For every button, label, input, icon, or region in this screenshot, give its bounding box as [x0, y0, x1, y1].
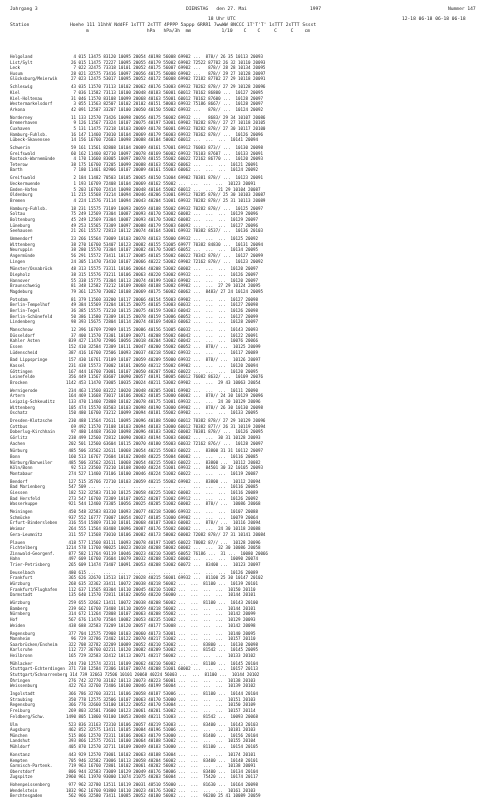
station-name: Hamburg-Fuhlsb.	[10, 131, 48, 137]
station-name: Bamberg	[10, 605, 28, 611]
station-observations: 365 626 32670 13513 10117 20028 40215 56001 69932 ... 81100 25 30 10147 20102	[66, 575, 263, 581]
station-observations: 4 015 13475 83120 10095 20054 40198 56008 69902 ... 878// 26 35 10113 20093	[66, 54, 263, 59]
station-name: Emden-Hafen	[10, 186, 38, 192]
station-observations: 7 036 11582 73113 10100 20048 40183 56001 60012 70162 86800 ... 10127 20095	[66, 89, 263, 95]
station-name: Hof	[10, 617, 18, 623]
station-observations: 81 379 11560 33200 10117 20066 40154 55003 69902 ... ... ... 10127 20098	[66, 296, 258, 302]
station-row	[10, 410, 494, 416]
code-column-header: Hoehe 111 11hhV NddFF 1sTTT 2sTTT 4PPPP 5appp 6RRR1 7wwWW 8NCCC 1T'T'T' 1sTTT 2sTTT Sssst	[70, 23, 317, 28]
station-name: Hamburg-Fuhlsb.	[10, 205, 48, 211]
station-observations: 234 463 11560 83222 10020 20048 40205 53001 69902 ... ... ... 10111 20090	[66, 387, 258, 393]
station-name: Kiel	[10, 89, 20, 95]
station-row	[10, 441, 494, 447]
station-observations: 167 444 16760 73001 10107 20050 40207 55002 60022 ... ... ... 10120 20095	[66, 368, 258, 374]
station-name: Weissenburg	[10, 683, 38, 689]
station-observations: 164 469 11668 73017 10106 20062 40185 53000 60002 ... 878// 24 30 10129 20096	[66, 393, 263, 399]
station-name: Freiburg	[10, 708, 30, 714]
station-observations: 16 147 11460 73010 10104 20069 40179 56003 69932 70362 878// ... 10126 20096	[66, 131, 263, 137]
station-name: Aachen	[10, 440, 25, 446]
station-observations: 50 386 11580 73309 10115 20078 40159 53006 60052 ... ... ... 10127 20099	[66, 313, 258, 319]
station-observations: 244 730 12574 32311 10109 20062 40210 56002 ... ... 81100 ... 10145 20104	[66, 660, 258, 666]
station-observations: 806 944 32583 73009 10129 20049 40176 58006 ... ... 83400 ... 10134 20104	[66, 768, 258, 774]
station-observations: 273 547 16760 72309 10107 20052 40207 51002 69912 ... ... ... 10126 20092	[66, 495, 258, 501]
station-observations: 55 338 15775 73304 10113 20074 40199 51003 69902 ... ... ... 10120 20097	[66, 277, 258, 283]
station-observations: 7 180 11461 82906 10107 20089 40161 55003 60062 ... ... ... 10124 20092	[66, 167, 258, 173]
station-name: Deuselbach	[10, 569, 35, 575]
station-observations: 49 384 15569 73204 10115 20075 40165 53003 60032 ... ... ... 10127 20098	[66, 302, 258, 308]
station-name: Wendelstein	[10, 787, 38, 793]
station-column-header: Station	[10, 23, 30, 28]
station-name: Arkona	[10, 106, 25, 112]
station-name: Stuttgart-Echterdingen	[10, 666, 65, 672]
station-observations: 405 870 12570 32711 10109 20049 40183 53000 ... ... 81100 ... 10154 20105	[66, 744, 258, 749]
station-name: Lübeck-Skavensee	[10, 137, 50, 143]
station-observations: 31 046 11570 83108 10099 20068 40163 55001 60012 70162 87600 ... 10128 20097	[66, 95, 263, 101]
station-row	[10, 683, 494, 689]
station-observations: 350 778 12575 32506 10107 20063 40170 53000 ... ... ... ... 10151 20103	[66, 696, 256, 702]
station-observations: 12 396 16769 72909 10115 20086 40156 51005 60032 ... ... ... 10143 20093	[66, 327, 258, 333]
station-name: Lüneburg	[10, 222, 30, 228]
station-name: Oldenburg	[10, 192, 33, 198]
station-observations: 450 548 32583 83310 10093 20077 40218 53006 69932 ... ... ... 10107 20088	[66, 509, 258, 515]
station-name: Göttingen	[10, 368, 33, 374]
station-row	[10, 137, 494, 143]
station-observations: 182 532 32583 73110 10125 20058 40225 51002 60002 ... ... ... 10116 20089	[66, 490, 258, 496]
station-name: Berlin-Tegel	[10, 307, 40, 313]
station-name: Schmücke	[10, 514, 30, 520]
station-name: Würzburg	[10, 581, 30, 587]
station-name: Düsseldorf	[10, 332, 35, 338]
station-observations: 485 506 33562 32611 10068 20054 40215 55003 60022 ... 83800 31 31 10112 20097	[66, 448, 263, 454]
station-observations: 160 513 16767 72604 10102 20048 40225 55004 60002 ... ... ... 10116 20085	[66, 454, 258, 460]
station-name: Leipzig-Schkeuditz	[10, 399, 55, 404]
station-name: Weiden	[10, 622, 25, 628]
station-observations: 438 688 32583 73209 10120 20057 40177 53008 ... ... ... ... 10142 20098	[66, 622, 256, 628]
station-observations: 877 582 11764 93119 10046 20023 40210 53005 60052 76186 ... 31 ... 10080 20066	[66, 550, 268, 556]
station-name: Greifswald	[10, 150, 35, 156]
station-name: Neuruppin	[10, 247, 33, 253]
station-name: Trier-Petrisberg	[10, 561, 50, 567]
station-name: Weimar	[10, 525, 25, 531]
station-observations: 314 739 32663 72506 10101 20068 40224 56003 ... ... 81100 ... 10144 20102	[67, 672, 260, 678]
station-observations: 485 506 33562 32611 10068 20054 40215 55003 60022 ... 83800 ... 10112 20082	[66, 459, 261, 465]
station-observations: 4 170 11660 83005 10097 20078 40155 55002 60022 72162 86770 ... 10120 20093	[66, 156, 263, 162]
station-observations: 28 021 32575 73416 10097 20056 40175 56008 69902 ... 878// 29 27 10128 20097	[66, 70, 266, 76]
station-observations: 11 215 15568 73214 10094 20046 40206 51001 69912 70285 878// 25 30 10103 20087	[66, 192, 266, 198]
station-name: Wasserkuppe	[10, 501, 38, 507]
station-name: Bad Hersfeld	[10, 495, 40, 501]
station-name: Augsburg	[10, 727, 30, 733]
station-name: Plauen	[10, 539, 25, 545]
station-name: List/Sylt	[10, 59, 33, 65]
station-observations: 230 488 11564 72611 10095 20096 40188 55000 60012 70382 878// 27 29 10129 20096	[66, 418, 266, 424]
station-name: München	[10, 732, 28, 738]
station-observations: 150 480 16760 73212 10099 20094 40181 55002 69902 ... ... ... 10133 20095	[66, 410, 258, 416]
station-name: Seehausen	[10, 228, 33, 234]
station-name: Heilbronn	[10, 652, 33, 658]
station-observations: 98 393 15675 72804 10114 20074 40169 54003 60062 ... ... ... 10128 20097	[66, 319, 258, 325]
station-observations: 316 554 15869 73110 10101 20068 40187 53003 60002 ... 878// ... 10116 20094	[66, 520, 261, 526]
station-observations: 7 022 32475 73318 10101 20052 40175 56007 69902 ... 878// 28 28 10134 20095	[66, 65, 266, 71]
station-observations: 69 492 11570 73108 10103 20094 40183 53000 60012 70382 877// 26 31 10119 20094	[66, 423, 266, 429]
station-name: Meiningen	[10, 509, 33, 515]
station-observations: 422 763 32760 72406 10100 20046 40199 56004 ... ... ... ... 10139 20102	[66, 683, 256, 689]
station-observations: 921 544 12460 73305 10056 20025 40205 51002 60002 ... 878// ... 10086 20068	[66, 501, 261, 507]
station-name: Cuxhaven	[10, 125, 30, 131]
station-name: Garmisch-Partenk.	[10, 763, 53, 769]
station-name: Ueckermuende	[10, 180, 40, 186]
station-observations: 5 131 11475 73218 10103 20069 40178 56001 69932 70282 878// 27 30 10117 20100	[66, 125, 266, 131]
station-row	[10, 228, 494, 234]
station-name: Feldberg/Schw.	[10, 713, 45, 719]
observation-time: 18 Uhr UTC	[208, 17, 236, 22]
station-name: Berchtesgaden	[10, 793, 43, 799]
station-row	[10, 259, 494, 265]
station-observations: 497 609 16760 73604 10079 20032 40208 53002 60002 ... ... ... 10090 20074	[66, 556, 258, 562]
year-label: 1997	[310, 7, 322, 12]
station-name: Bad Lippspringe	[10, 357, 48, 363]
station-observations: 5 203 16760 72414 10098 20048 40164 55002 60012 ... ... 21 29 10104 20087	[66, 186, 261, 192]
station-name: Braunschweig	[10, 283, 40, 289]
unit-row: m hPa hPa/3h mm 1/10 C C C C cm	[86, 29, 311, 34]
station-name: Artern	[10, 393, 25, 399]
station-observations: 366 786 32760 33211 10106 20058 40187 53006 ... ... 81100 ... 10144 20104	[66, 691, 258, 697]
station-name: Rostock-Warnemünde	[10, 156, 55, 162]
station-observations: 45 249 12569 73304 10087 20093 40170 53002 60082 ... ... ... 10129 20097	[66, 216, 258, 222]
station-name: Greifswald	[10, 175, 35, 181]
issue-number: Nummer 147	[448, 7, 476, 12]
station-observations: 37 400 11570 73301 10109 20071 40208 55002 60042 ... ... ... 10122 20091	[66, 332, 258, 338]
station-observations: 14 156 16760 72603 10098 20088 40184 50002 60012 ... ... ... 10141 20094	[66, 137, 258, 143]
station-name: Hohenpeissenberg	[10, 782, 50, 788]
station-observations: 314 672 11264 72808 10107 20063 40208 55002 ... ... ... ... 10142 20099	[66, 611, 256, 617]
station-row	[10, 774, 494, 780]
station-observations: 356 449 11567 83607 10090 20057 40191 58005 60012 76082 8632/ ... 10109 20076	[66, 374, 263, 380]
station-row	[10, 592, 494, 598]
station-observations: 1490 805 11860 93100 10053 20048 40211 51003 ... ... 81542 ... 10093 20068	[66, 713, 258, 719]
station-observations: 42 091 12587 33207 10100 20050 40150 55002 69932 ... 878// ... 10124 20092	[66, 106, 263, 112]
station-row	[10, 107, 494, 113]
station-name: Mühldorf	[10, 744, 30, 749]
station-observations: 152 410 32584 72309 10111 20047 40200 55002 60052 ... 878// ... 10125 20099	[66, 343, 261, 349]
station-row	[10, 198, 494, 204]
station-observations: 418 577 11560 83111 10093 20078 40197 51005 60022 78082 87// ... 10128 20096	[66, 539, 261, 545]
station-name: Bendorf	[10, 478, 28, 484]
station-observations: 75 249 12569 73304 10087 20093 40170 53002 60082 ... ... ... 10129 20096	[66, 211, 258, 217]
station-name: Giessen	[10, 490, 28, 496]
station-row	[10, 350, 494, 356]
station-name: Boltenburg	[10, 216, 35, 222]
station-name: Wittenberg	[10, 241, 35, 247]
station-name: Teterow	[10, 161, 28, 167]
station-name: Soltau	[10, 211, 25, 217]
station-name: Brocken	[10, 379, 28, 385]
station-observations: 97 480 14468 73610 10098 20096 40183 53002 60002 70381 878// ... 10126 20095	[66, 429, 263, 435]
station-observations: 18 231 15575 73109 10093 20059 40188 55002 69932 70282 878// ... 10125 20097	[66, 205, 263, 211]
station-observations: 79 361 12570 73002 10108 20069 40175 56002 60062 ... 8483/ 27 24 10124 20095	[66, 288, 263, 294]
station-observations: 135 640 11570 72811 10102 20050 40220 56000 ... ... ... ... 10144 20101	[66, 592, 256, 598]
station-observations: 36 385 15575 73210 10115 20075 40159 53003 60042 ... ... ... 10126 20098	[66, 307, 258, 313]
station-name: Glücksburg/Meierwik	[10, 76, 58, 82]
period-header: 12-18 06-18 06-18 06-18	[402, 17, 466, 22]
station-observations: 443 929 12570 73001 10102 20063 40188 53004 ... ... ... ... 10174 20101	[66, 751, 256, 757]
station-observations: 265 609 11474 73407 10091 20053 40208 53002 60072 ... 83400 ... 10123 20097	[66, 561, 261, 567]
station-row	[10, 532, 494, 538]
station-observations: 562 966 32580 73411 10085 20052 40180 56002 ... ... 96200 25 41 10089 20059	[66, 793, 261, 799]
station-name: Mannheim	[10, 636, 30, 642]
station-row	[10, 319, 494, 325]
station-name: Saarbrücken/Ensheim	[10, 641, 58, 647]
station-observations: 127 515 35766 72710 10103 20059 40215 55002 69902 ... 83800 ... 10112 20094	[66, 478, 261, 484]
station-name: Berlin-Schönefeld	[10, 313, 53, 319]
station-row	[10, 501, 494, 507]
station-name: Kempten	[10, 757, 28, 763]
station-observations: 23 266 15564 73009 10103 20078 40163 55000 69932 ... ... ... 10125 20092	[66, 236, 258, 242]
station-observations: 165 729 32583 32412 10113 20071 40217 56002 ... ... ... ... 10133 20102	[66, 652, 256, 658]
station-observations: 1832 962 16760 91800 10110 20023 40176 53002 ... ... ... ... 10161 20103	[66, 787, 256, 793]
station-name: Leck	[10, 65, 20, 71]
station-name: Konstanz	[10, 751, 30, 757]
station-observations: 96 729 32786 72402 10122 20070 40217 51002 ... ... ... ... 10157 20110	[66, 636, 256, 642]
station-observations: 274 527 11460 73106 10100 20046 40224 51002 60022 ... ... ... 10119 20087	[66, 470, 258, 476]
station-observations: 2960 961 11970 93000 11074 21075 40203 56004 ... ... 75420 ... 10174 20117	[66, 774, 258, 780]
station-observations: 2 184 11482 70503 10105 20065 40150 51004 69902 70381 878// ... 10123 20091	[66, 175, 263, 181]
station-name: Karlsruhe	[10, 647, 33, 653]
station-observations: 56 291 15572 73411 10117 20085 40165 55002 60022 70342 878// ... 10127 20099	[66, 252, 263, 258]
station-name: Ummendorf	[10, 236, 33, 242]
station-name: Kassel	[10, 363, 25, 369]
station-name: Zugspitze	[10, 774, 33, 780]
station-name: Erfurt-Bindersleben	[10, 520, 58, 526]
station-observations: 547 509 ... ... ... ... ... ... ... ... ... ... 10116 20085	[66, 484, 258, 490]
station-observations: 231 438 15573 73002 10101 20050 40212 55002 69902 ... ... ... 10120 20094	[66, 363, 258, 369]
station-observations: 24 305 11470 73410 10107 20066 40222 53002 69902 72162 878// ... 10123 20092	[66, 258, 263, 264]
station-name: Nürnberg	[10, 611, 30, 617]
station-row	[10, 471, 494, 477]
station-row	[10, 380, 494, 386]
station-observations: 9 126 11567 73324 10107 20075 40197 53001 69902 70282 878// 27 27 10118 20105	[66, 120, 266, 126]
station-observations: 112 637 11565 83304 10110 20045 40210 51002 ... ... ... ... 10150 20110	[66, 586, 256, 592]
station-observations: 43 035 11570 73113 10102 20062 40176 53003 69932 70262 878// 27 29 10128 20096	[66, 84, 266, 90]
station-name: Westermarkelsdorf	[10, 101, 53, 107]
station-observations: 133 470 11460 72808 10102 20078 40175 51001 69932 ... ... 24 30 10129 20096	[66, 399, 261, 404]
station-observations: 48 313 15575 73311 10106 20064 40208 53002 60002 ... ... ... 10120 20097	[66, 266, 258, 272]
station-name: Hahn	[10, 556, 20, 562]
station-observations: 105 474 15570 83503 10103 20098 40190 53000 69902 ... 878// 26 30 10130 20098	[66, 404, 263, 410]
station-observations: 38 315 15576 73211 10106 20063 40220 53002 69932 ... ... ... 10126 20097	[66, 272, 258, 278]
station-observations: 269 803 32581 73600 10123 20061 40201 53002 ... ... ... ... 10157 20114	[66, 708, 256, 714]
station-observations: 157 430 16761 73109 10107 20059 40209 55000 69932 ... 878// ... 10126 20097	[66, 357, 261, 363]
station-name: Bremerhaven	[10, 120, 38, 126]
station-name: Cottbus	[10, 423, 28, 429]
station-observations: 238 499 12560 72812 10090 20083 40194 53003 60002 ... ... 30 31 10128 20093	[66, 434, 261, 440]
station-name: Münster/Osnabrück	[10, 266, 53, 272]
station-observations: 567 676 11470 73504 10082 20053 40235 51002 ... ... ... ... 10129 20093	[66, 617, 256, 623]
station-observations: 239 662 16760 73408 10110 20059 40218 56002 ... ... ... ... 10144 20101	[66, 605, 256, 611]
station-observations: 705 946 32582 73006 10113 20058 40204 56002 ... ... 83400 ... 10148 20101	[66, 757, 258, 763]
station-name: Husum	[10, 70, 23, 76]
station-observations: 462 852 32575 13411 10105 20084 40196 51006 ... ... ... ... 10181 20103	[66, 727, 256, 733]
station-name: Lüdenscheid	[10, 349, 38, 355]
station-name: Oberstdorf	[10, 768, 35, 774]
station-name: Lindenberg	[10, 319, 35, 325]
station-row	[10, 653, 494, 659]
station-name: Straubing	[10, 696, 33, 702]
station-name: Hannover	[10, 277, 30, 283]
station-name: Regensburg	[10, 630, 35, 636]
station-name: Wernigerode	[10, 387, 38, 393]
station-observations: 515 866 12570 72311 10106 20063 40179 53000 ... ... 81400 ... 10156 20104	[66, 732, 258, 738]
station-observations: 202 501 12560 63604 10115 20070 40180 55003 60032 72162 876// ... 10128 20097	[66, 440, 263, 446]
station-row	[10, 76, 494, 82]
station-observations: 49 253 15565 73309 10097 20088 40179 55003 60092 ... ... ... 10127 20096	[66, 222, 258, 228]
station-name: Zinnwald-Georgenf.	[10, 550, 55, 556]
station-observations: 27 023 12475 53017 10095 20052 40172 56008 69902 72182 87702 27 29 10118 20091	[66, 76, 266, 82]
station-observations: 387 416 16760 72506 10093 20037 40218 55002 69932 ... ... ... 10117 20089	[66, 349, 258, 355]
station-name: Helgoland	[10, 54, 33, 59]
station-observations: 366 776 32660 53100 10122 20052 40170 53004 ... ... ... ... 10150 20109	[66, 702, 256, 708]
station-name: Köln/Bonn	[10, 465, 33, 471]
station-observations: 38 280 15570 73304 10107 20082 40170 53005 60052 ... ... ... 10134 20095	[66, 247, 258, 253]
station-observations: 21 261 15572 72813 10112 20074 40164 53001 69932 70382 8537/ ... 10136 20103	[66, 228, 263, 234]
station-row	[10, 793, 494, 799]
station-name: Norderney	[10, 114, 33, 120]
station-observations: 4 224 11576 73114 10094 20043 40204 51001 69932 70282 878// 25 31 10113 20089	[66, 197, 266, 203]
station-name: Barth	[10, 167, 23, 173]
station-name: Bad Marienberg	[10, 484, 45, 490]
station-name: Oschatz	[10, 410, 28, 416]
station-name: Potsdam	[10, 296, 28, 302]
station-observations: 839 427 11470 72906 10056 20018 40204 53002 60042 ... ... ... 10076 20066	[66, 338, 258, 344]
station-observations: 1142 453 11470 73005 10035 20024 40211 53002 69902 ... ... 29 43 10063 20054	[66, 379, 261, 385]
station-name: Ulm	[10, 721, 18, 727]
station-observations: 371 738 12584 72306 10107 20074 40208 51001 60002 ... ... ... 10157 20113	[66, 666, 258, 672]
station-observations: 112 727 36760 02211 10120 20082 40209 53002 ... ... 81542 ... 10145 20095	[66, 647, 258, 653]
station-observations: 38 175 16760 73205 10099 20088 40163 55002 60062 ... ... ... 10121 20091	[66, 161, 258, 167]
station-name: Frankfurt/Flughafen	[10, 586, 58, 592]
station-observations: 311 557 11568 73010 10106 20082 40173 58002 60002 72082 878// 27 31 10141 20084	[66, 531, 266, 537]
station-observations: 38 270 16760 53407 10123 20082 40155 51005 69977 70382 84830 ... 10131 20094	[66, 241, 263, 247]
date-label: DIENSTAG den 27. Mai	[186, 7, 247, 12]
volume-label: Jahrgang 3	[10, 7, 38, 12]
station-observations: 377 704 12575 72908 10103 20060 40173 53001 ... ... ... ... 10140 20095	[66, 630, 256, 636]
station-name: Ingolstadt	[10, 691, 35, 697]
document-header	[10, 7, 494, 41]
station-observations: 276 742 32770 33102 10113 20073 40223 56001 ... ... ... ... 10138 20103	[66, 677, 256, 683]
station-observations: 1 193 16769 72408 10104 20069 40162 55002 ... ... ... ... 10123 20091	[66, 180, 256, 186]
station-observations: 60 162 11460 82710 10097 20078 40169 56002 69932 76103 87607 ... 10133 20091	[66, 150, 263, 156]
station-name: Fichtelberg	[10, 545, 38, 551]
station-name: Kiel-Holtenau	[10, 95, 43, 101]
station-observations: 259 655 32662 13411 10072 20038 40208 56002 ... ... 81100 ... 10143 20100	[66, 600, 258, 606]
station-name: Würzburg	[10, 600, 30, 606]
station-observations: 81 348 12582 73212 10109 20068 40188 53002 69902 ... ... 27 29 10124 20095	[66, 283, 261, 289]
station-observations: 268 635 32362 33411 10072 20038 40218 56002 ... ... 81100 ... 10139 20101	[66, 581, 258, 587]
station-name: Stuttgart/Schnarrenberg	[10, 672, 68, 678]
station-name: Frankfurt	[10, 575, 33, 581]
station-name: Lingen	[10, 258, 25, 264]
station-name: Magdeburg	[10, 288, 33, 294]
station-observations: 264 555 11564 83408 10096 20087 40176 55002 60002 ... ... 24 30 10118 20088	[66, 525, 261, 531]
station-name: Diepholz	[10, 272, 30, 278]
station-name: Wittenberg	[10, 404, 35, 410]
station-row	[10, 714, 494, 720]
station-name: Nürburg/Barweiler	[10, 459, 53, 465]
station-name: Bonn	[10, 454, 20, 460]
station-observations: 11 133 12570 73426 10098 20056 40175 56002 69932 ... 8683/ 29 34 10107 20086	[66, 114, 266, 120]
station-observations: 523 836 31163 72310 10106 20057 40219 53003 ... ... 83400 ... 10143 20103	[66, 721, 258, 727]
station-name: Landshut	[10, 738, 30, 744]
station-name: Gera-Leumnitz	[10, 531, 43, 537]
station-name: Schleswig	[10, 84, 33, 90]
station-name: Regensburg	[10, 702, 35, 708]
station-table	[10, 54, 494, 799]
station-name: Doberlug-Kirchhain	[10, 429, 55, 435]
station-observations: 719 963 16760 72801 10102 20061 40202 56002 ... ... ... ... 10138 20091	[66, 763, 256, 769]
station-observations: 26 015 11475 72227 10095 20055 40179 55002 69902 72522 87702 26 32 10110 20093	[66, 59, 266, 65]
station-row	[10, 562, 494, 568]
station-observations: 393 866 12575 72611 10100 20064 40188 53002 ... ... ... ... 10155 20104	[66, 738, 256, 744]
station-observations: 3 055 11563 82507 10102 20102 40151 58003 69932 75186 8667/ ... 10128 20097	[66, 101, 263, 107]
station-observations: 322 708 32782 32209 10089 20052 40210 53002 ... ... 83800 ... 10130 20098	[66, 641, 258, 647]
station-name: Nürburg	[10, 448, 28, 454]
station-name: Schwerin	[10, 145, 30, 151]
station-row	[10, 289, 494, 295]
station-observations: 480 615 ... ... ... ... ... ... ... ... ... ... 10126 20089	[66, 569, 258, 575]
station-name: Görlitz	[10, 434, 28, 440]
station-name: Bremen	[10, 197, 25, 203]
station-name: Kahler Asten	[10, 338, 40, 344]
station-name: Mühlacker	[10, 660, 33, 666]
station-row	[10, 623, 494, 629]
station-observations: 937 552 16777 73007 10054 20027 40185 51000 69902 ... ... ... 10079 20064	[66, 514, 258, 520]
station-observations: 59 161 11561 82808 10104 20089 40161 57001 69912 76083 873// ... 10130 20098	[66, 145, 263, 151]
station-name: Essen	[10, 343, 23, 349]
station-row	[10, 167, 494, 173]
station-observations: 92 513 23560 73210 10108 20040 40224 51001 69932 ... 84501 30 32 10105 20093	[66, 465, 263, 471]
station-name: Leinefelde	[10, 374, 35, 380]
station-name: Öhringen	[10, 677, 30, 683]
station-name: Dresden-Klotzsche	[10, 418, 53, 424]
station-observations: 1214 578 11760 90025 10023 20018 40208 50002 60002 ... ... 32 30 10086 20058	[66, 545, 261, 551]
station-name: Montabaur	[10, 470, 33, 476]
station-observations: 977 962 32780 13511 10119 20031 48510 55000 ... ... 81630 ... 10164 20098	[66, 782, 258, 788]
station-row	[10, 744, 494, 750]
station-name: Darmstadt	[10, 592, 33, 598]
station-name: Angermünde	[10, 252, 35, 258]
station-name: Berlin-Tempelhof	[10, 302, 50, 308]
station-name: Manschnow	[10, 327, 33, 333]
